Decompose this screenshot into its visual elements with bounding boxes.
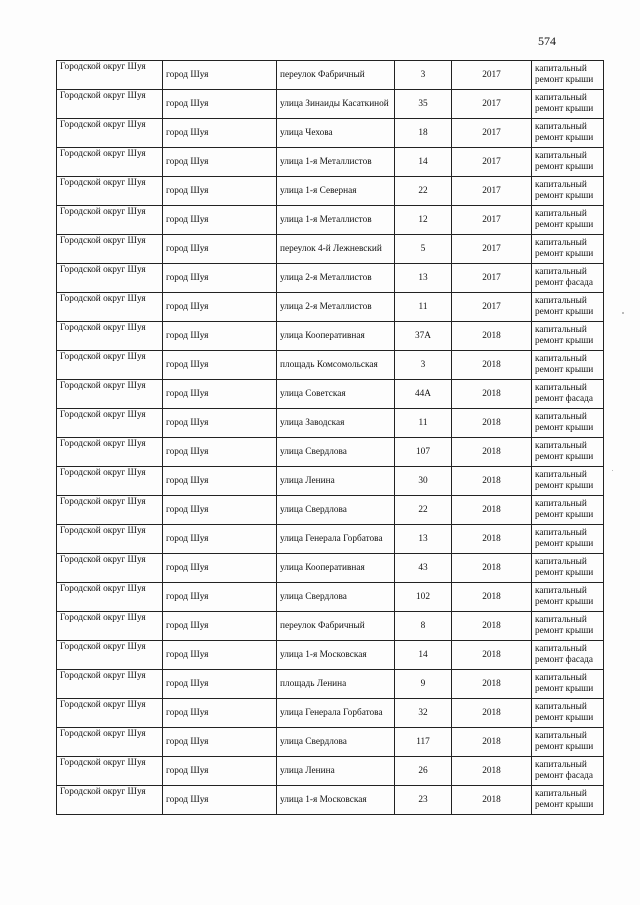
- cell-work-type: капитальный ремонт фасада: [532, 641, 604, 670]
- cell-work-type: капитальный ремонт фасада: [532, 264, 604, 293]
- cell-work-type: капитальный ремонт крыши: [532, 467, 604, 496]
- cell-year: 2018: [452, 525, 532, 554]
- cell-city: город Шуя: [163, 177, 277, 206]
- cell-house-number: 14: [395, 148, 452, 177]
- cell-street: улица Свердлова: [277, 583, 395, 612]
- cell-street: переулок 4-й Лежневский: [277, 235, 395, 264]
- cell-year: 2018: [452, 409, 532, 438]
- cell-street: переулок Фабричный: [277, 61, 395, 90]
- cell-house-number: 35: [395, 90, 452, 119]
- cell-year: 2018: [452, 786, 532, 815]
- cell-okrug: Городской округ Шуя: [57, 525, 163, 554]
- cell-house-number: 117: [395, 728, 452, 757]
- table-row: [57, 148, 604, 177]
- cell-okrug: Городской округ Шуя: [57, 264, 163, 293]
- cell-work-type: капитальный ремонт крыши: [532, 525, 604, 554]
- cell-house-number: 18: [395, 119, 452, 148]
- cell-year: 2017: [452, 119, 532, 148]
- cell-year: 2018: [452, 583, 532, 612]
- cell-house-number: 3: [395, 351, 452, 380]
- page-number: 574: [538, 34, 556, 48]
- cell-street: улица Генерала Горбатова: [277, 525, 395, 554]
- table-row: [57, 206, 604, 235]
- table-row: [57, 380, 604, 409]
- cell-okrug: Городской округ Шуя: [57, 496, 163, 525]
- cell-house-number: 107: [395, 438, 452, 467]
- cell-year: 2017: [452, 90, 532, 119]
- cell-city: город Шуя: [163, 148, 277, 177]
- cell-okrug: Городской округ Шуя: [57, 467, 163, 496]
- cell-city: город Шуя: [163, 61, 277, 90]
- cell-city: город Шуя: [163, 641, 277, 670]
- cell-house-number: 44А: [395, 380, 452, 409]
- cell-year: 2017: [452, 177, 532, 206]
- table-row: [57, 90, 604, 119]
- cell-okrug: Городской округ Шуя: [57, 757, 163, 786]
- cell-street: улица Чехова: [277, 119, 395, 148]
- cell-city: город Шуя: [163, 438, 277, 467]
- cell-city: город Шуя: [163, 206, 277, 235]
- cell-okrug: Городской округ Шуя: [57, 583, 163, 612]
- cell-city: город Шуя: [163, 699, 277, 728]
- cell-year: 2018: [452, 699, 532, 728]
- table-row: [57, 699, 604, 728]
- cell-house-number: 30: [395, 467, 452, 496]
- cell-street: улица 1-я Металлистов: [277, 206, 395, 235]
- cell-house-number: 9: [395, 670, 452, 699]
- cell-okrug: Городской округ Шуя: [57, 293, 163, 322]
- cell-work-type: капитальный ремонт крыши: [532, 322, 604, 351]
- cell-street: улица Свердлова: [277, 728, 395, 757]
- cell-okrug: Городской округ Шуя: [57, 322, 163, 351]
- scan-mark: [612, 470, 613, 471]
- cell-work-type: капитальный ремонт крыши: [532, 496, 604, 525]
- table-row: [57, 322, 604, 351]
- cell-okrug: Городской округ Шуя: [57, 148, 163, 177]
- cell-city: город Шуя: [163, 351, 277, 380]
- table-row: [57, 583, 604, 612]
- table-row: [57, 670, 604, 699]
- cell-city: город Шуя: [163, 235, 277, 264]
- table-body: [57, 61, 604, 815]
- cell-okrug: Городской округ Шуя: [57, 235, 163, 264]
- cell-street: улица Свердлова: [277, 496, 395, 525]
- cell-house-number: 11: [395, 293, 452, 322]
- cell-house-number: 26: [395, 757, 452, 786]
- cell-house-number: 8: [395, 612, 452, 641]
- cell-okrug: Городской округ Шуя: [57, 177, 163, 206]
- table-row: [57, 786, 604, 815]
- cell-work-type: капитальный ремонт фасада: [532, 380, 604, 409]
- table-row: [57, 438, 604, 467]
- cell-okrug: Городской округ Шуя: [57, 61, 163, 90]
- cell-street: улица Заводская: [277, 409, 395, 438]
- cell-street: улица 1-я Северная: [277, 177, 395, 206]
- cell-street: улица 1-я Московская: [277, 786, 395, 815]
- table-row: [57, 409, 604, 438]
- cell-work-type: капитальный ремонт крыши: [532, 293, 604, 322]
- scan-mark: [622, 312, 624, 314]
- cell-work-type: капитальный ремонт крыши: [532, 409, 604, 438]
- table-row: [57, 641, 604, 670]
- cell-okrug: Городской округ Шуя: [57, 351, 163, 380]
- cell-city: город Шуя: [163, 119, 277, 148]
- cell-okrug: Городской округ Шуя: [57, 612, 163, 641]
- cell-work-type: капитальный ремонт крыши: [532, 235, 604, 264]
- table-row: [57, 293, 604, 322]
- cell-city: город Шуя: [163, 467, 277, 496]
- cell-okrug: Городской округ Шуя: [57, 206, 163, 235]
- cell-city: город Шуя: [163, 322, 277, 351]
- cell-work-type: капитальный ремонт крыши: [532, 583, 604, 612]
- cell-house-number: 13: [395, 525, 452, 554]
- cell-street: переулок Фабричный: [277, 612, 395, 641]
- cell-work-type: капитальный ремонт крыши: [532, 351, 604, 380]
- cell-year: 2017: [452, 61, 532, 90]
- table-row: [57, 467, 604, 496]
- cell-street: улица 1-я Московская: [277, 641, 395, 670]
- cell-street: улица Кооперативная: [277, 322, 395, 351]
- cell-street: площадь Ленина: [277, 670, 395, 699]
- cell-work-type: капитальный ремонт крыши: [532, 786, 604, 815]
- table-row: [57, 757, 604, 786]
- cell-work-type: капитальный ремонт крыши: [532, 438, 604, 467]
- cell-city: город Шуя: [163, 786, 277, 815]
- cell-house-number: 43: [395, 554, 452, 583]
- cell-street: улица 2-я Металлистов: [277, 264, 395, 293]
- cell-work-type: капитальный ремонт крыши: [532, 670, 604, 699]
- table-row: [57, 496, 604, 525]
- cell-work-type: капитальный ремонт фасада: [532, 757, 604, 786]
- cell-city: город Шуя: [163, 670, 277, 699]
- cell-city: город Шуя: [163, 525, 277, 554]
- cell-okrug: Городской округ Шуя: [57, 90, 163, 119]
- cell-city: город Шуя: [163, 90, 277, 119]
- table-row: [57, 351, 604, 380]
- cell-work-type: капитальный ремонт крыши: [532, 90, 604, 119]
- cell-street: улица 2-я Металлистов: [277, 293, 395, 322]
- cell-street: улица Ленина: [277, 467, 395, 496]
- cell-year: 2018: [452, 467, 532, 496]
- cell-city: город Шуя: [163, 380, 277, 409]
- cell-okrug: Городской округ Шуя: [57, 641, 163, 670]
- cell-street: улица Кооперативная: [277, 554, 395, 583]
- cell-house-number: 32: [395, 699, 452, 728]
- cell-street: улица Зинаиды Касаткиной: [277, 90, 395, 119]
- cell-work-type: капитальный ремонт крыши: [532, 699, 604, 728]
- cell-city: город Шуя: [163, 612, 277, 641]
- cell-city: город Шуя: [163, 728, 277, 757]
- cell-house-number: 13: [395, 264, 452, 293]
- cell-city: город Шуя: [163, 293, 277, 322]
- table-row: [57, 235, 604, 264]
- cell-work-type: капитальный ремонт крыши: [532, 119, 604, 148]
- cell-year: 2018: [452, 351, 532, 380]
- cell-year: 2017: [452, 148, 532, 177]
- cell-work-type: капитальный ремонт крыши: [532, 612, 604, 641]
- cell-okrug: Городской округ Шуя: [57, 699, 163, 728]
- cell-house-number: 3: [395, 61, 452, 90]
- cell-year: 2018: [452, 438, 532, 467]
- table-row: [57, 61, 604, 90]
- cell-year: 2017: [452, 264, 532, 293]
- cell-city: город Шуя: [163, 409, 277, 438]
- cell-okrug: Городской округ Шуя: [57, 409, 163, 438]
- cell-street: площадь Комсомольская: [277, 351, 395, 380]
- cell-year: 2018: [452, 728, 532, 757]
- cell-street: улица Ленина: [277, 757, 395, 786]
- cell-year: 2018: [452, 496, 532, 525]
- cell-street: улица Советская: [277, 380, 395, 409]
- table-row: [57, 119, 604, 148]
- cell-year: 2018: [452, 322, 532, 351]
- cell-okrug: Городской округ Шуя: [57, 554, 163, 583]
- cell-house-number: 11: [395, 409, 452, 438]
- table-row: [57, 525, 604, 554]
- cell-year: 2017: [452, 293, 532, 322]
- table-row: [57, 177, 604, 206]
- cell-year: 2017: [452, 235, 532, 264]
- cell-house-number: 22: [395, 177, 452, 206]
- table-row: [57, 728, 604, 757]
- cell-okrug: Городской округ Шуя: [57, 380, 163, 409]
- cell-house-number: 12: [395, 206, 452, 235]
- cell-work-type: капитальный ремонт крыши: [532, 148, 604, 177]
- cell-house-number: 102: [395, 583, 452, 612]
- table-row: [57, 612, 604, 641]
- cell-house-number: 37А: [395, 322, 452, 351]
- cell-year: 2018: [452, 670, 532, 699]
- cell-okrug: Городской округ Шуя: [57, 670, 163, 699]
- cell-house-number: 23: [395, 786, 452, 815]
- cell-street: улица Свердлова: [277, 438, 395, 467]
- cell-year: 2018: [452, 554, 532, 583]
- cell-city: город Шуя: [163, 496, 277, 525]
- cell-work-type: капитальный ремонт крыши: [532, 554, 604, 583]
- cell-work-type: капитальный ремонт крыши: [532, 177, 604, 206]
- cell-street: улица Генерала Горбатова: [277, 699, 395, 728]
- table-row: [57, 554, 604, 583]
- cell-city: город Шуя: [163, 757, 277, 786]
- cell-okrug: Городской округ Шуя: [57, 438, 163, 467]
- cell-house-number: 14: [395, 641, 452, 670]
- cell-house-number: 22: [395, 496, 452, 525]
- cell-city: город Шуя: [163, 583, 277, 612]
- cell-okrug: Городской округ Шуя: [57, 119, 163, 148]
- cell-year: 2018: [452, 641, 532, 670]
- cell-year: 2017: [452, 206, 532, 235]
- cell-work-type: капитальный ремонт крыши: [532, 728, 604, 757]
- cell-work-type: капитальный ремонт крыши: [532, 61, 604, 90]
- repair-schedule-table: [56, 60, 604, 815]
- cell-year: 2018: [452, 612, 532, 641]
- cell-street: улица 1-я Металлистов: [277, 148, 395, 177]
- cell-okrug: Городской округ Шуя: [57, 786, 163, 815]
- cell-house-number: 5: [395, 235, 452, 264]
- cell-year: 2018: [452, 380, 532, 409]
- cell-city: город Шуя: [163, 264, 277, 293]
- cell-okrug: Городской округ Шуя: [57, 728, 163, 757]
- cell-year: 2018: [452, 757, 532, 786]
- cell-work-type: капитальный ремонт крыши: [532, 206, 604, 235]
- table-row: [57, 264, 604, 293]
- cell-city: город Шуя: [163, 554, 277, 583]
